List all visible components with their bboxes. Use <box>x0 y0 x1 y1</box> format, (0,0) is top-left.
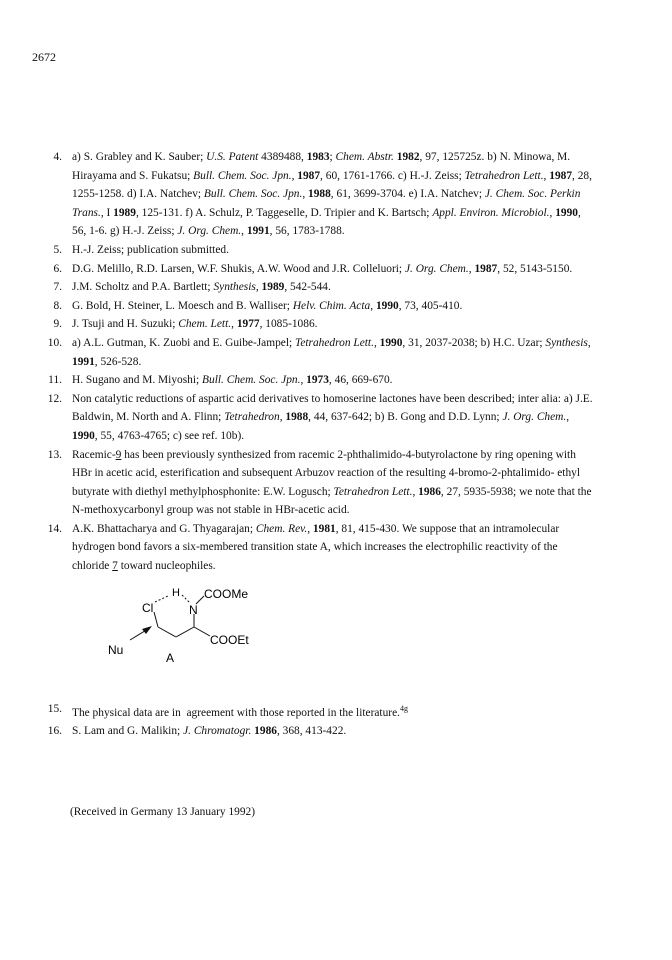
ca-cooet-bond <box>194 627 210 636</box>
reference-number: 7. <box>53 281 62 294</box>
reference-number: 13. <box>47 448 62 461</box>
reference-text: G. Bold, H. Steiner, L. Moesch and B. Walliser; Helv. Chim. Acta, 1990, 73, 405-410. <box>72 299 463 312</box>
ca-cb-bond <box>176 627 194 637</box>
reference-text: Racemic-9 has been previously synthesized from racemic 2-phthalimido-4-butyrolactone by ring opening with HBr in acetic acid, esterification and subsequent Arbuzov reaction of the resulting 4-bromo-2-phtalimido- ethyl butyrate with diethyl methylphosphonite: E.W. Logusch; Tetrahedron Lett., 1986, 27, 5935-5938; we note that the N-methoxycarbonyl group was not stable in HBr-acetic acid. <box>72 448 592 517</box>
reference-item <box>36 722 596 741</box>
reference-list <box>36 148 596 576</box>
reference-text: J.M. Scholtz and P.A. Bartlett; Synthesis, 1989, 542-544. <box>72 281 331 294</box>
reference-item <box>36 390 596 446</box>
reference-number: 16. <box>47 725 62 738</box>
reference-number: 10. <box>47 336 62 349</box>
h-label: H <box>172 587 180 599</box>
reference-list-continued <box>36 700 596 741</box>
reference-text: S. Lam and G. Malikin; J. Chromatogr. 1986, 368, 413-422. <box>72 725 347 738</box>
reference-text: H.-J. Zeiss; publication submitted. <box>72 243 229 256</box>
reference-number: 6. <box>53 262 62 275</box>
coome-label: COOMe <box>204 587 249 601</box>
reference-item <box>36 260 596 279</box>
reference-number: 8. <box>53 299 62 312</box>
cb-cg-bond <box>158 627 176 637</box>
reference-text: a) S. Grabley and K. Sauber; U.S. Patent 4389488, 1983; Chem. Abstr. 1982, 97, 125725z. b) N. Minowa, M. Hirayama and S. Fukatsu; Bull. Chem. Soc. Jpn., 1987, 60, 1761-1766. c) H.-J. Zeiss; Tetrahedron Lett., 1987, 28, 1255-1258. d) I.A. Natchev; Bull. Chem. Soc. Jpn., 1988, 61, 3699-3704. e) I.A. Natchev; J. Chem. Soc. Perkin Trans., I 1989, 125-131. f) A. Schulz, P. Taggeselle, D. Tripier and K. Bartsch; Appl. Environ. Microbiol., 1990, 56, 1-6. g) H.-J. Zeiss; J. Org. Chem., 1991, 56, 1783-1788. <box>72 151 592 238</box>
reference-item <box>36 241 596 260</box>
reference-item <box>36 371 596 390</box>
reference-item <box>36 148 596 241</box>
h-n-bond <box>182 595 190 603</box>
reference-number: 4. <box>53 151 62 163</box>
reference-item <box>36 278 596 297</box>
reference-text: D.G. Melillo, R.D. Larsen, W.F. Shukis, A.W. Wood and J.R. Colleluori; J. Org. Chem., 1987, 52, 5143-5150. <box>72 262 573 275</box>
reference-number: 14. <box>47 522 62 535</box>
reference-item <box>36 520 596 576</box>
reference-text: Non catalytic reductions of aspartic acid derivatives to homoserine lactones have been described; inter alia: a) J.E. Baldwin, M. North and A. Flinn; Tetrahedron, 1988, 44, 637-642; b) B. Gong and D.D. Lynn; J. Org. Chem., 1990, 55, 4763-4765; c) see ref. 10b). <box>72 392 593 442</box>
reference-text: J. Tsuji and H. Suzuki; Chem. Lett., 1977, 1085-1086. <box>72 318 318 331</box>
cooet-label: COOEt <box>210 633 249 647</box>
reference-item <box>36 297 596 316</box>
reference-number: 11. <box>48 374 62 387</box>
reference-item <box>36 315 596 334</box>
reference-item <box>36 334 596 371</box>
structure-a-diagram <box>98 582 288 692</box>
reference-item <box>36 700 596 722</box>
structure-label: A <box>166 651 175 665</box>
reference-text: a) A.L. Gutman, K. Zuobi and E. Guibe-Jampel; Tetrahedron Lett., 1990, 31, 2037-2038; b) H.C. Uzar; Synthesis, 1991, 526-528. <box>72 336 591 368</box>
reference-text: The physical data are in agreement with those reported in the literature.$^{4g}$ <box>72 704 408 719</box>
cl-label: Cl <box>142 601 154 615</box>
nu-label: Nu <box>108 643 124 657</box>
cg-cl-bond <box>154 612 158 627</box>
reference-number: 5. <box>53 243 62 256</box>
reference-number: 15. <box>47 703 62 715</box>
cl-h-hbond <box>155 596 168 602</box>
reference-text: A.K. Bhattacharya and G. Thyagarajan; Chem. Rev., 1981, 81, 415-430. We suppose that an intramolecular hydrogen bond favors a six-membered transition state A, which increases the electrophilic reactivity of the chloride 7 toward nucleophiles. <box>72 522 560 573</box>
reference-item <box>36 446 596 520</box>
reference-text: H. Sugano and M. Miyoshi; Bull. Chem. Soc. Jpn., 1973, 46, 669-670. <box>72 374 393 387</box>
page-number: 2672 <box>32 50 56 64</box>
reference-number: 9. <box>53 318 62 331</box>
reference-number: 12. <box>47 392 62 405</box>
n-label: N <box>189 603 198 617</box>
nu-arrowhead <box>142 626 152 634</box>
transition-state-figure <box>98 582 288 692</box>
received-date: (Received in Germany 13 January 1992) <box>70 806 256 818</box>
